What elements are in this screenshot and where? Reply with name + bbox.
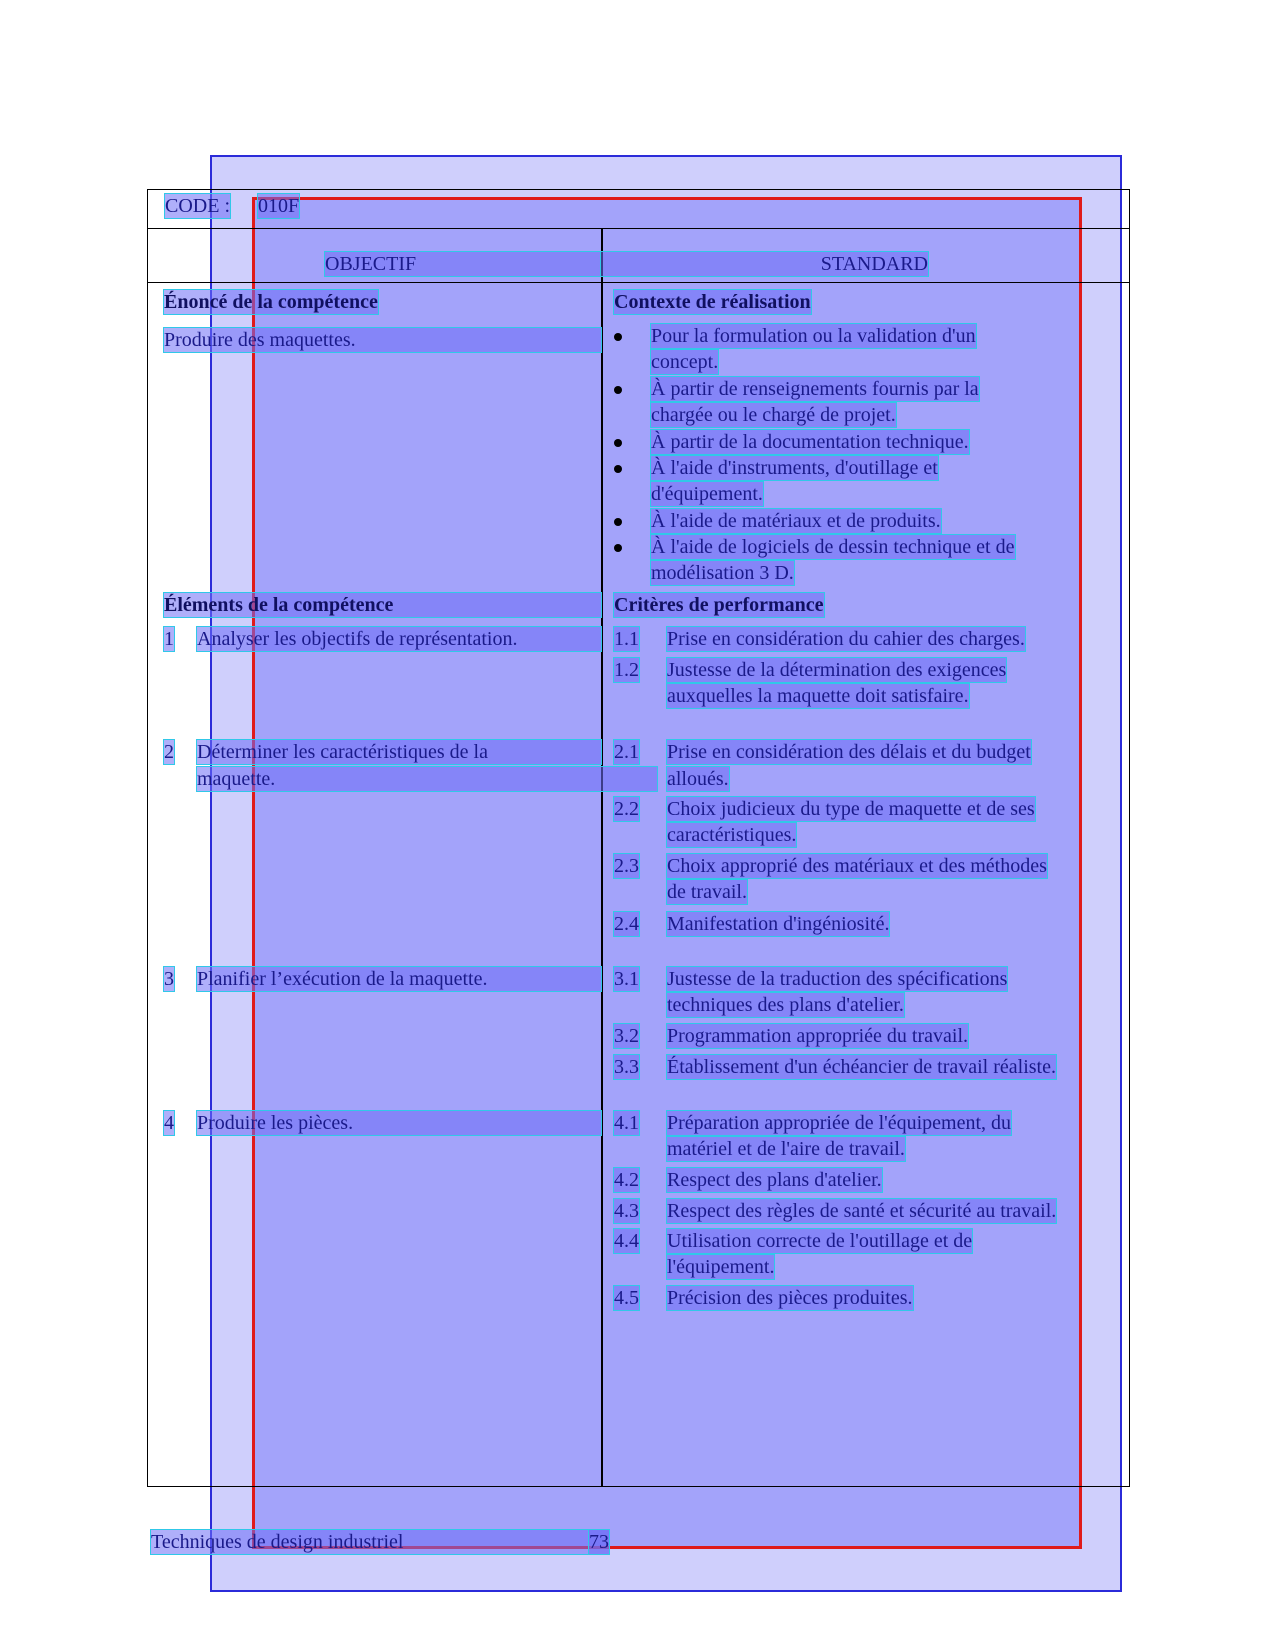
critere-number: 4.5: [614, 1287, 639, 1309]
critere-line: Utilisation correcte de l'outillage et de: [667, 1230, 973, 1252]
elements-title: Éléments de la compétence: [164, 593, 601, 617]
footer-page-number: 73: [589, 1531, 609, 1553]
contexte-title: Contexte de réalisation: [614, 291, 811, 313]
critere-number: 2.2: [614, 798, 639, 820]
objectif-header: OBJECTIF: [325, 252, 600, 276]
bullet-icon: [614, 544, 622, 552]
critere-line: techniques des plans d'atelier.: [667, 994, 904, 1016]
critere-line: alloués.: [667, 768, 729, 790]
code-value: 010F: [258, 195, 300, 217]
contexte-line: Pour la formulation ou la validation d'un: [651, 325, 976, 347]
critere-line: Justesse de la traduction des spécifications: [667, 968, 1008, 990]
critere-line: Programmation appropriée du travail.: [667, 1025, 969, 1047]
contexte-line: d'équipement.: [651, 483, 763, 505]
bullet-icon: [614, 333, 622, 341]
contexte-line: chargée ou le chargé de projet.: [651, 404, 896, 426]
critere-line: l'équipement.: [667, 1256, 775, 1278]
enonce-text: Produire des maquettes.: [164, 328, 601, 352]
contexte-line: À l'aide de matériaux et de produits.: [651, 510, 941, 532]
bullet-icon: [614, 386, 622, 394]
contexte-line: À partir de la documentation technique.: [651, 431, 969, 453]
critere-line: Manifestation d'ingéniosité.: [667, 913, 890, 935]
critere-number: 2.1: [614, 741, 639, 763]
critere-number: 3.3: [614, 1056, 639, 1078]
contexte-line: À l'aide de logiciels de dessin technique et de: [651, 536, 1015, 558]
critere-number: 2.3: [614, 855, 639, 877]
critere-line: Respect des plans d'atelier.: [667, 1169, 882, 1191]
enonce-title: Énoncé de la compétence: [164, 291, 378, 313]
critere-number: 4.1: [614, 1112, 639, 1134]
element-line: Déterminer les caractéristiques de la: [197, 740, 601, 764]
critere-line: Préparation appropriée de l'équipement, du: [667, 1112, 1012, 1134]
critere-line: de travail.: [667, 881, 747, 903]
critere-number: 4.3: [614, 1200, 639, 1222]
column-divider: [601, 228, 603, 1487]
element-number: 3: [164, 968, 174, 990]
code-row-divider: [147, 228, 1130, 229]
critere-line: matériel et de l'aire de travail.: [667, 1138, 905, 1160]
critere-number: 3.1: [614, 968, 639, 990]
critere-line: Prise en considération du cahier des charges.: [667, 628, 1025, 650]
contexte-line: À l'aide d'instruments, d'outillage et: [651, 457, 938, 479]
critere-number: 1.2: [614, 659, 639, 681]
critere-line: Choix judicieux du type de maquette et de ses: [667, 798, 1035, 820]
element-number: 1: [164, 628, 174, 650]
critere-line: Respect des règles de santé et sécurité au travail.: [667, 1200, 1057, 1222]
bullet-icon: [614, 518, 622, 526]
critere-line: Prise en considération des délais et du budget: [667, 741, 1031, 763]
element-line: Planifier l’exécution de la maquette.: [197, 967, 601, 991]
header-row-divider: [147, 282, 1130, 283]
element-number: 2: [164, 741, 174, 763]
code-label: CODE :: [165, 195, 230, 217]
critere-line: Précision des pièces produites.: [667, 1287, 913, 1309]
contexte-line: modélisation 3 D.: [651, 562, 794, 584]
critere-line: Choix approprié des matériaux et des méthodes: [667, 855, 1047, 877]
critere-number: 4.2: [614, 1169, 639, 1191]
contexte-line: À partir de renseignements fournis par la: [651, 378, 979, 400]
critere-number: 4.4: [614, 1230, 639, 1252]
bullet-icon: [614, 439, 622, 447]
criteres-title: Critères de performance: [614, 594, 824, 616]
critere-number: 3.2: [614, 1025, 639, 1047]
standard-header: STANDARD: [601, 252, 928, 276]
critere-number: 2.4: [614, 913, 639, 935]
critere-number: 1.1: [614, 628, 639, 650]
element-line: Produire les pièces.: [197, 1111, 601, 1135]
element-number: 4: [164, 1112, 174, 1134]
critere-line: Justesse de la détermination des exigences: [667, 659, 1007, 681]
critere-line: caractéristiques.: [667, 824, 797, 846]
footer-program: Techniques de design industriel: [151, 1530, 609, 1554]
element-line: Analyser les objectifs de représentation.: [197, 627, 601, 651]
bullet-icon: [614, 465, 622, 473]
critere-line: Établissement d'un échéancier de travail réaliste.: [667, 1056, 1056, 1078]
element-line: maquette.: [197, 767, 657, 791]
critere-line: auxquelles la maquette doit satisfaire.: [667, 685, 969, 707]
contexte-line: concept.: [651, 351, 719, 373]
